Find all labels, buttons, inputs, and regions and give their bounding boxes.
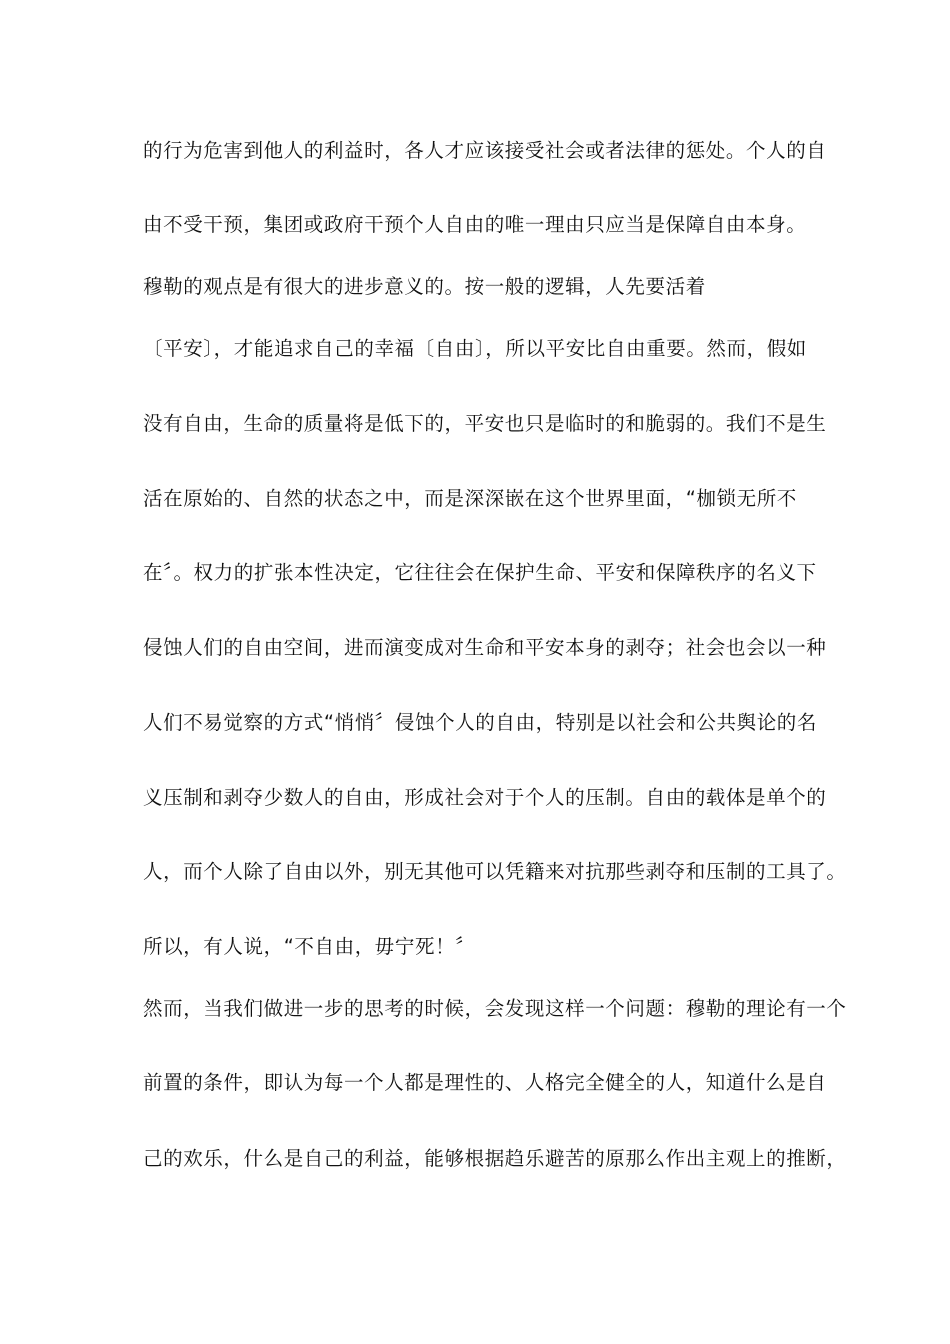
text-line: 己的欢乐，什么是自己的利益，能够根据趋乐避苦的原那么作出主观上的推断， xyxy=(143,1147,847,1170)
text-line: 然而，当我们做进一步的思考的时候，会发现这样一个问题：穆勒的理论有一个 xyxy=(143,997,847,1020)
text-line: 人，而个人除了自由以外，别无其他可以凭籍来对抗那些剥夺和压制的工具了。 xyxy=(143,860,847,883)
text-line: 所以，有人说，“不自由，毋宁死！〞 xyxy=(143,935,476,958)
text-line: 人们不易觉察的方式“悄悄〞侵蚀个人的自由，特别是以社会和公共舆论的名 xyxy=(143,711,818,734)
text-line: 〔平安〕，才能追求自己的幸福〔自由〕，所以平安比自由重要。然而，假如 xyxy=(143,337,807,360)
text-line: 活在原始的、自然的状态之中，而是深深嵌在这个世界里面，“枷锁无所不 xyxy=(143,487,797,510)
text-line: 由不受干预，集团或政府干预个人自由的唯一理由只应当是保障自由本身。 xyxy=(143,213,807,236)
text-line: 义压制和剥夺少数人的自由，形成社会对于个人的压制。自由的载体是单个的 xyxy=(143,786,827,809)
text-line: 的行为危害到他人的利益时，各人才应该接受社会或者法律的惩处。个人的自 xyxy=(143,139,827,162)
text-line: 在〞。权力的扩张本性决定，它往往会在保护生命、平安和保障秩序的名义下 xyxy=(143,561,817,584)
text-line: 前置的条件，即认为每一个人都是理性的、人格完全健全的人，知道什么是自 xyxy=(143,1071,827,1094)
text-line: 穆勒的观点是有很大的进步意义的。按一般的逻辑，人先要活着 xyxy=(143,275,706,298)
text-line: 没有自由，生命的质量将是低下的，平安也只是临时的和脆弱的。我们不是生 xyxy=(143,412,827,435)
text-line: 侵蚀人们的自由空间，进而演变成对生命和平安本身的剥夺；社会也会以一种 xyxy=(143,636,827,659)
